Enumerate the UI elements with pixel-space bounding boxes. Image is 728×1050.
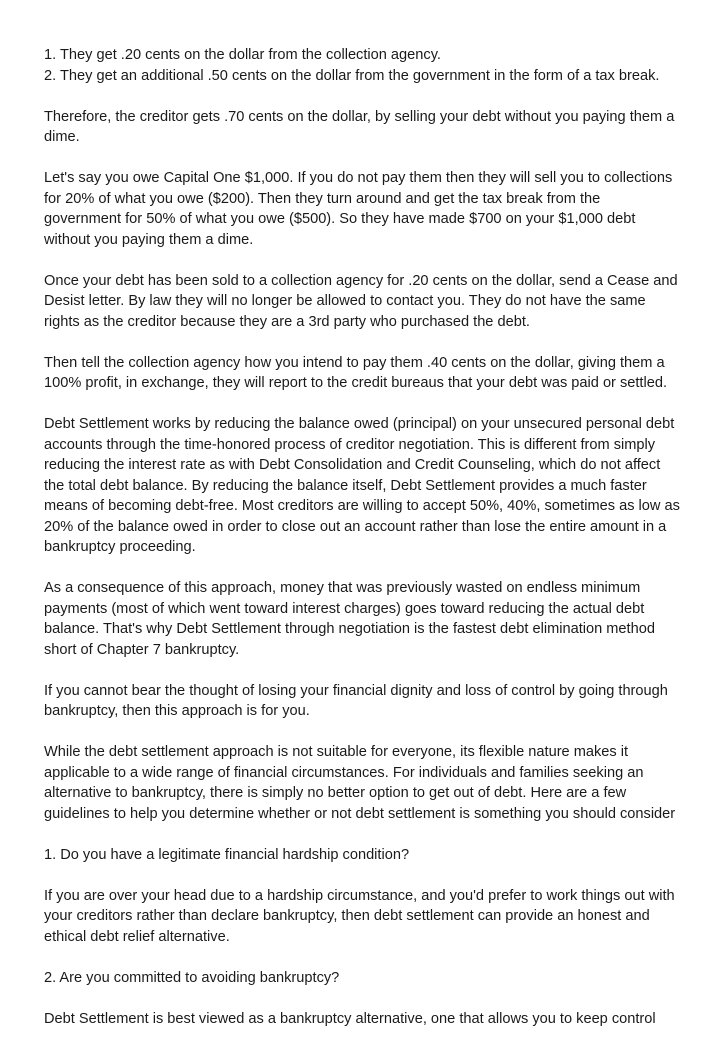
text-line: government for 50% of what you owe ($500). So they have made $700 on your $1,000 debt [44,211,636,227]
text-line: bankruptcy, then this approach is for you. [44,703,310,719]
paragraph [44,1009,694,1030]
paragraph [44,578,694,660]
text-line: While the debt settlement approach is not suitable for everyone, its flexible nature makes it [44,744,629,760]
text-line: As a consequence of this approach, money that was previously wasted on endless minimum [44,580,641,596]
text-line: Once your debt has been sold to a collection agency for .20 cents on the dollar, send a Cease and [44,272,678,289]
paragraph [44,886,694,948]
text-line: applicable to a wide range of financial circumstances. For individuals and families seeking an [44,764,644,781]
paragraph [44,968,694,989]
paragraph [44,353,694,394]
text-line: bankruptcy proceeding. [44,539,196,555]
text-line: If you cannot bear the thought of losing your financial dignity and loss of control by going through [44,682,668,699]
text-line: your creditors rather than declare bankruptcy, then debt settlement can provide an honest and [44,908,650,924]
text-line: ethical debt relief alternative. [44,928,230,945]
text-line: Debt Settlement works by reducing the balance owed (principal) on your unsecured personal debt [44,416,675,432]
text-line: Let's say you owe Capital One $1,000. If you do not pay them then they will sell you to collections [44,170,673,186]
text-line: dime. [44,129,80,145]
text-line: Desist letter. By law they will no longer be allowed to contact you. They do not have the same [44,293,646,309]
paragraph [44,742,694,824]
text-line: 2. Are you committed to avoiding bankruptcy? [44,969,340,986]
text-line: balance. That's why Debt Settlement through negotiation is the fastest debt elimination method [44,621,655,637]
text-line: Then tell the collection agency how you intend to pay them .40 cents on the dollar, giving them a [44,354,665,371]
paragraph [44,107,694,148]
text-line: without you paying them a dime. [44,231,254,248]
text-line: Therefore, the creditor gets .70 cents on the dollar, by selling your debt without you paying them a [44,108,675,125]
paragraph [44,681,694,722]
text-line: reducing the interest rate as with Debt Consolidation and Credit Counseling, which do not affect [44,457,661,473]
text-line: the total debt balance. By reducing the balance itself, Debt Settlement provides a much faster [44,477,647,494]
document-page [44,45,694,1050]
text-line: short of Chapter 7 bankruptcy. [44,641,240,658]
paragraph [44,414,694,558]
paragraph [44,271,694,333]
text-line: alternative to bankruptcy, there is simply no better option to get out of debt. Here are a few [44,785,627,801]
text-line: 2. They get an additional .50 cents on the dollar from the government in the form of a tax break. [44,67,660,84]
text-line: If you are over your head due to a hardship circumstance, and you'd prefer to work things out with [44,887,675,904]
text-line: for 20% of what you owe ($200). Then they turn around and get the tax break from the [44,190,601,207]
text-line: payments (most of which went toward interest charges) goes toward reducing the actual debt [44,600,645,617]
text-line: means of becoming debt-free. Most creditors are willing to accept 50%, 40%, sometimes as low as [44,498,680,514]
text-line: 1. Do you have a legitimate financial hardship condition? [44,846,410,863]
text-line: Debt Settlement is best viewed as a bankruptcy alternative, one that allows you to keep control [44,1010,656,1027]
document-body [44,45,694,1029]
text-line: guidelines to help you determine whether or not debt settlement is something you should consider [44,805,676,822]
text-line: 20% of the balance owed in order to close out an account rather than lose the entire amount in a [44,518,667,535]
text-line: rights as the creditor because they are a 3rd party who purchased the debt. [44,313,530,330]
text-line: accounts through the time-honored process of creditor negotiation. This is different from simply [44,436,656,453]
text-line: 100% profit, in exchange, they will report to the credit bureaus that your debt was paid or settled. [44,375,668,391]
paragraph [44,168,694,250]
paragraph [44,845,694,866]
text-line: 1. They get .20 cents on the dollar from the collection agency. [44,47,441,63]
paragraph [44,45,694,86]
